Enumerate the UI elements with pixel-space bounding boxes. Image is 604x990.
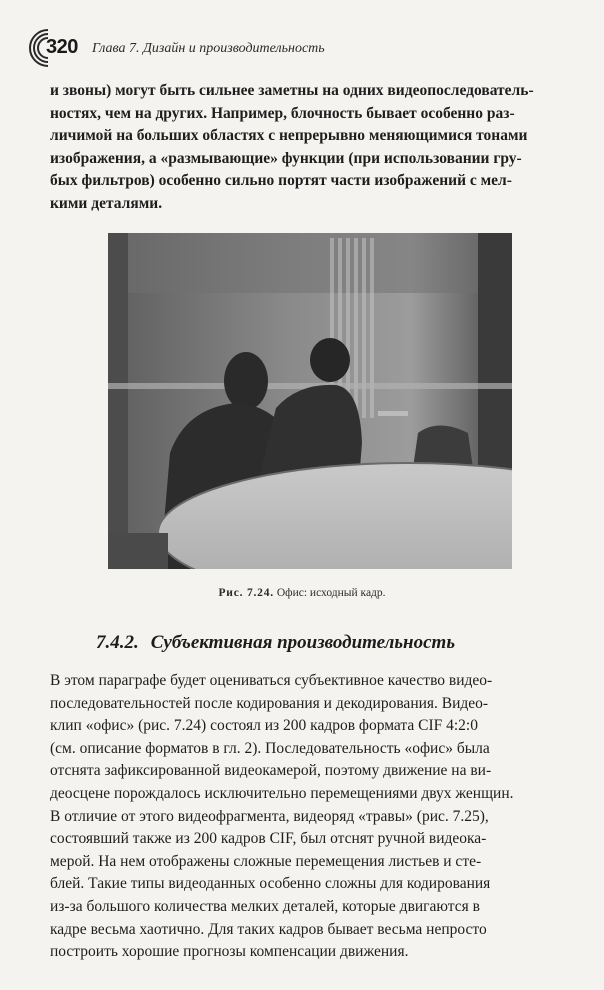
paragraph-main — [50, 670, 572, 964]
caption-label: Рис. 7.24. — [218, 587, 274, 599]
caption-text: Офис: исходный кадр. — [276, 587, 386, 599]
text-line: В отличие от этого видеофрагмента, видеоряд «травы» (рис. 7.25), — [50, 807, 489, 825]
figure-office-frame — [108, 233, 512, 569]
text-line: кадре весьма хаотично. Для таких кадров бывает весьма непросто — [50, 920, 487, 938]
text-line: (см. описание форматов в гл. 2). Последовательность «офис» была — [50, 739, 490, 757]
text-line: клип «офис» (рис. 7.24) состоял из 200 кадров формата CIF 4:2:0 — [50, 717, 478, 735]
office-photo — [108, 233, 512, 569]
text-line: блей. Такие типы видеоданных особенно сложны для кодирования — [50, 875, 491, 893]
running-head: Глава 7. Дизайн и производительность — [92, 41, 325, 56]
figure-caption — [0, 587, 604, 599]
text-line: В этом параграфе будет оцениваться субъективное качество видео- — [50, 672, 493, 689]
text-line: изображения, а «размывающие» функции (при использовании гру- — [50, 149, 522, 167]
text-line: последовательностей после кодирования и декодирования. Видео- — [50, 694, 489, 712]
text-line: деосцене порождалось исключительно перемещениями двух женщин. — [50, 784, 514, 802]
text-line: мерой. На нем отображены сложные перемещения листьев и сте- — [50, 852, 482, 870]
section-number: 7.4.2. — [96, 632, 139, 653]
text-line: бых фильтров) особенно сильно портят части изображений с мел- — [50, 172, 512, 190]
text-line: построить хорошие прогнозы компенсации движения. — [50, 943, 409, 961]
text-line: из-за большого количества мелких деталей, которые двигаются в — [50, 897, 480, 915]
text-line: кими деталями. — [50, 194, 163, 212]
text-line: и звоны) могут быть сильнее заметны на одних видеопоследователь- — [50, 82, 534, 99]
page-number: 320 — [46, 36, 78, 58]
text-line: отснята зафиксированной видеокамерой, поэтому движение на ви- — [50, 762, 492, 780]
section-heading — [96, 632, 455, 654]
paragraph-top — [50, 80, 572, 216]
text-line: ностях, чем на других. Например, блочность бывает особенно раз- — [50, 104, 515, 122]
section-title: Субъективная производительность — [150, 632, 456, 653]
page-header — [28, 28, 588, 68]
text-line: состоявший также из 200 кадров CIF, был отснят ручной видеока- — [50, 830, 487, 848]
text-line: личимой на больших областях с непрерывно меняющимися тонами — [50, 127, 528, 145]
